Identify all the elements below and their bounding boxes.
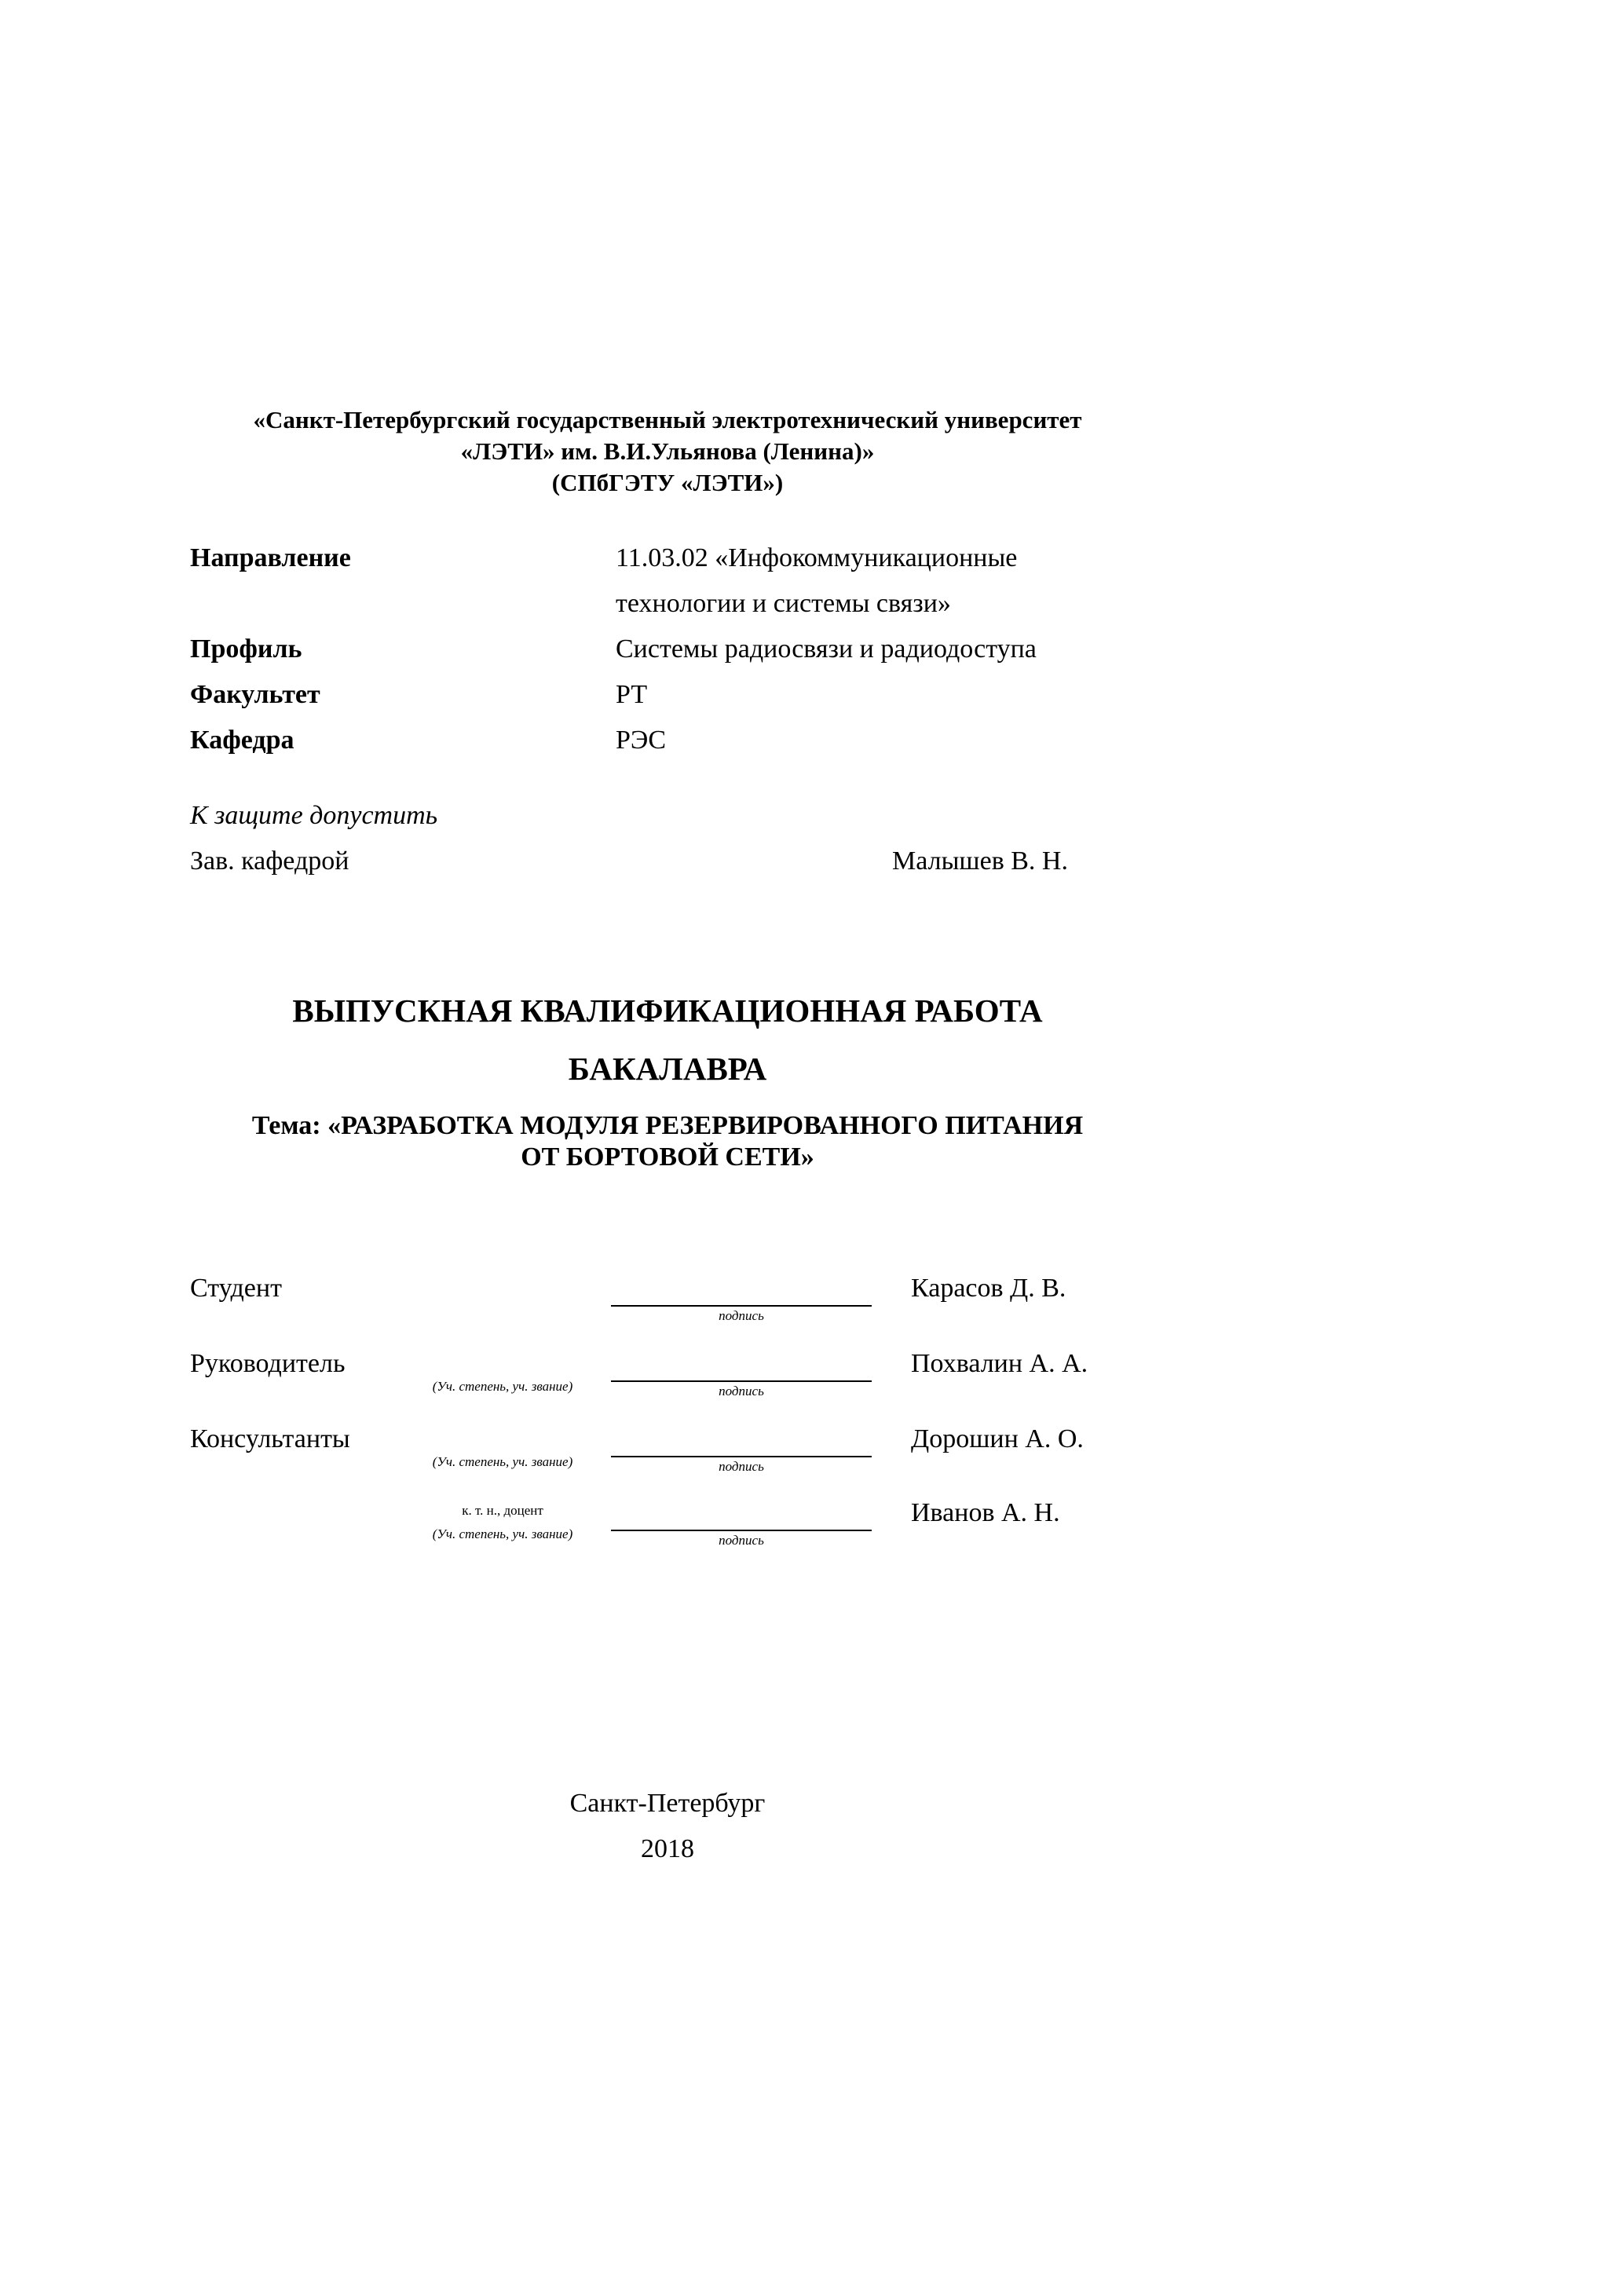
supervisor-name: Похвалин А. А. xyxy=(911,1349,1088,1378)
consultant2-signature-line xyxy=(611,1530,872,1531)
faculty-value: РТ xyxy=(616,680,648,709)
student-role-label: Студент xyxy=(190,1274,282,1303)
student-name: Карасов Д. В. xyxy=(911,1274,1066,1303)
student-signature-caption: подпись xyxy=(719,1308,764,1323)
department-value: РЭС xyxy=(616,726,667,755)
thesis-topic-line1: Тема: «РАЗРАБОТКА МОДУЛЯ РЕЗЕРВИРОВАННОГО ПИТАНИЯ xyxy=(251,1111,1084,1140)
footer-year: 2018 xyxy=(641,1834,694,1863)
consultant2-degree-value: к. т. н., доцент xyxy=(462,1503,543,1518)
university-name-line2: «ЛЭТИ» им. В.И.Ульянова (Ленина)» xyxy=(460,437,875,465)
head-of-department-name: Малышев В. Н. xyxy=(892,846,1068,876)
thesis-title-line2: БАКАЛАВРА xyxy=(568,1051,767,1087)
consultant1-degree-caption: (Уч. степень, уч. звание) xyxy=(432,1454,573,1469)
admit-to-defense-text: К защите допустить xyxy=(190,801,438,830)
direction-value-line2: технологии и системы связи» xyxy=(616,589,951,618)
direction-label: Направление xyxy=(190,543,351,572)
university-name-line1: «Санкт-Петербургский государственный электротехнический университет xyxy=(253,406,1082,433)
department-label: Кафедра xyxy=(190,726,294,755)
consultant1-name: Дорошин А. О. xyxy=(911,1424,1084,1453)
university-short-name: (СПбГЭТУ «ЛЭТИ») xyxy=(551,469,784,496)
supervisor-degree-caption: (Уч. степень, уч. звание) xyxy=(432,1379,573,1394)
supervisor-signature-caption: подпись xyxy=(719,1384,764,1398)
supervisor-role-label: Руководитель xyxy=(190,1349,346,1378)
direction-value-line1: 11.03.02 «Инфокоммуникационные xyxy=(616,543,1018,572)
profile-label: Профиль xyxy=(190,634,302,664)
consultant1-signature-caption: подпись xyxy=(719,1459,764,1474)
consultants-role-label: Консультанты xyxy=(190,1424,350,1453)
consultant2-name: Иванов А. Н. xyxy=(911,1498,1060,1527)
consultant2-signature-caption: подпись xyxy=(719,1533,764,1548)
faculty-label: Факультет xyxy=(190,680,320,709)
head-of-department-label: Зав. кафедрой xyxy=(190,846,349,876)
profile-value: Системы радиосвязи и радиодоступа xyxy=(616,634,1037,664)
footer-city: Санкт-Петербург xyxy=(569,1789,766,1818)
consultant1-signature-line xyxy=(611,1456,872,1457)
consultant2-degree-caption: (Уч. степень, уч. звание) xyxy=(432,1526,573,1541)
thesis-title-line1: ВЫПУСКНАЯ КВАЛИФИКАЦИОННАЯ РАБОТА xyxy=(292,993,1043,1029)
thesis-topic-line2: ОТ БОРТОВОЙ СЕТИ» xyxy=(521,1143,814,1172)
student-signature-line xyxy=(611,1305,872,1307)
supervisor-signature-line xyxy=(611,1380,872,1382)
